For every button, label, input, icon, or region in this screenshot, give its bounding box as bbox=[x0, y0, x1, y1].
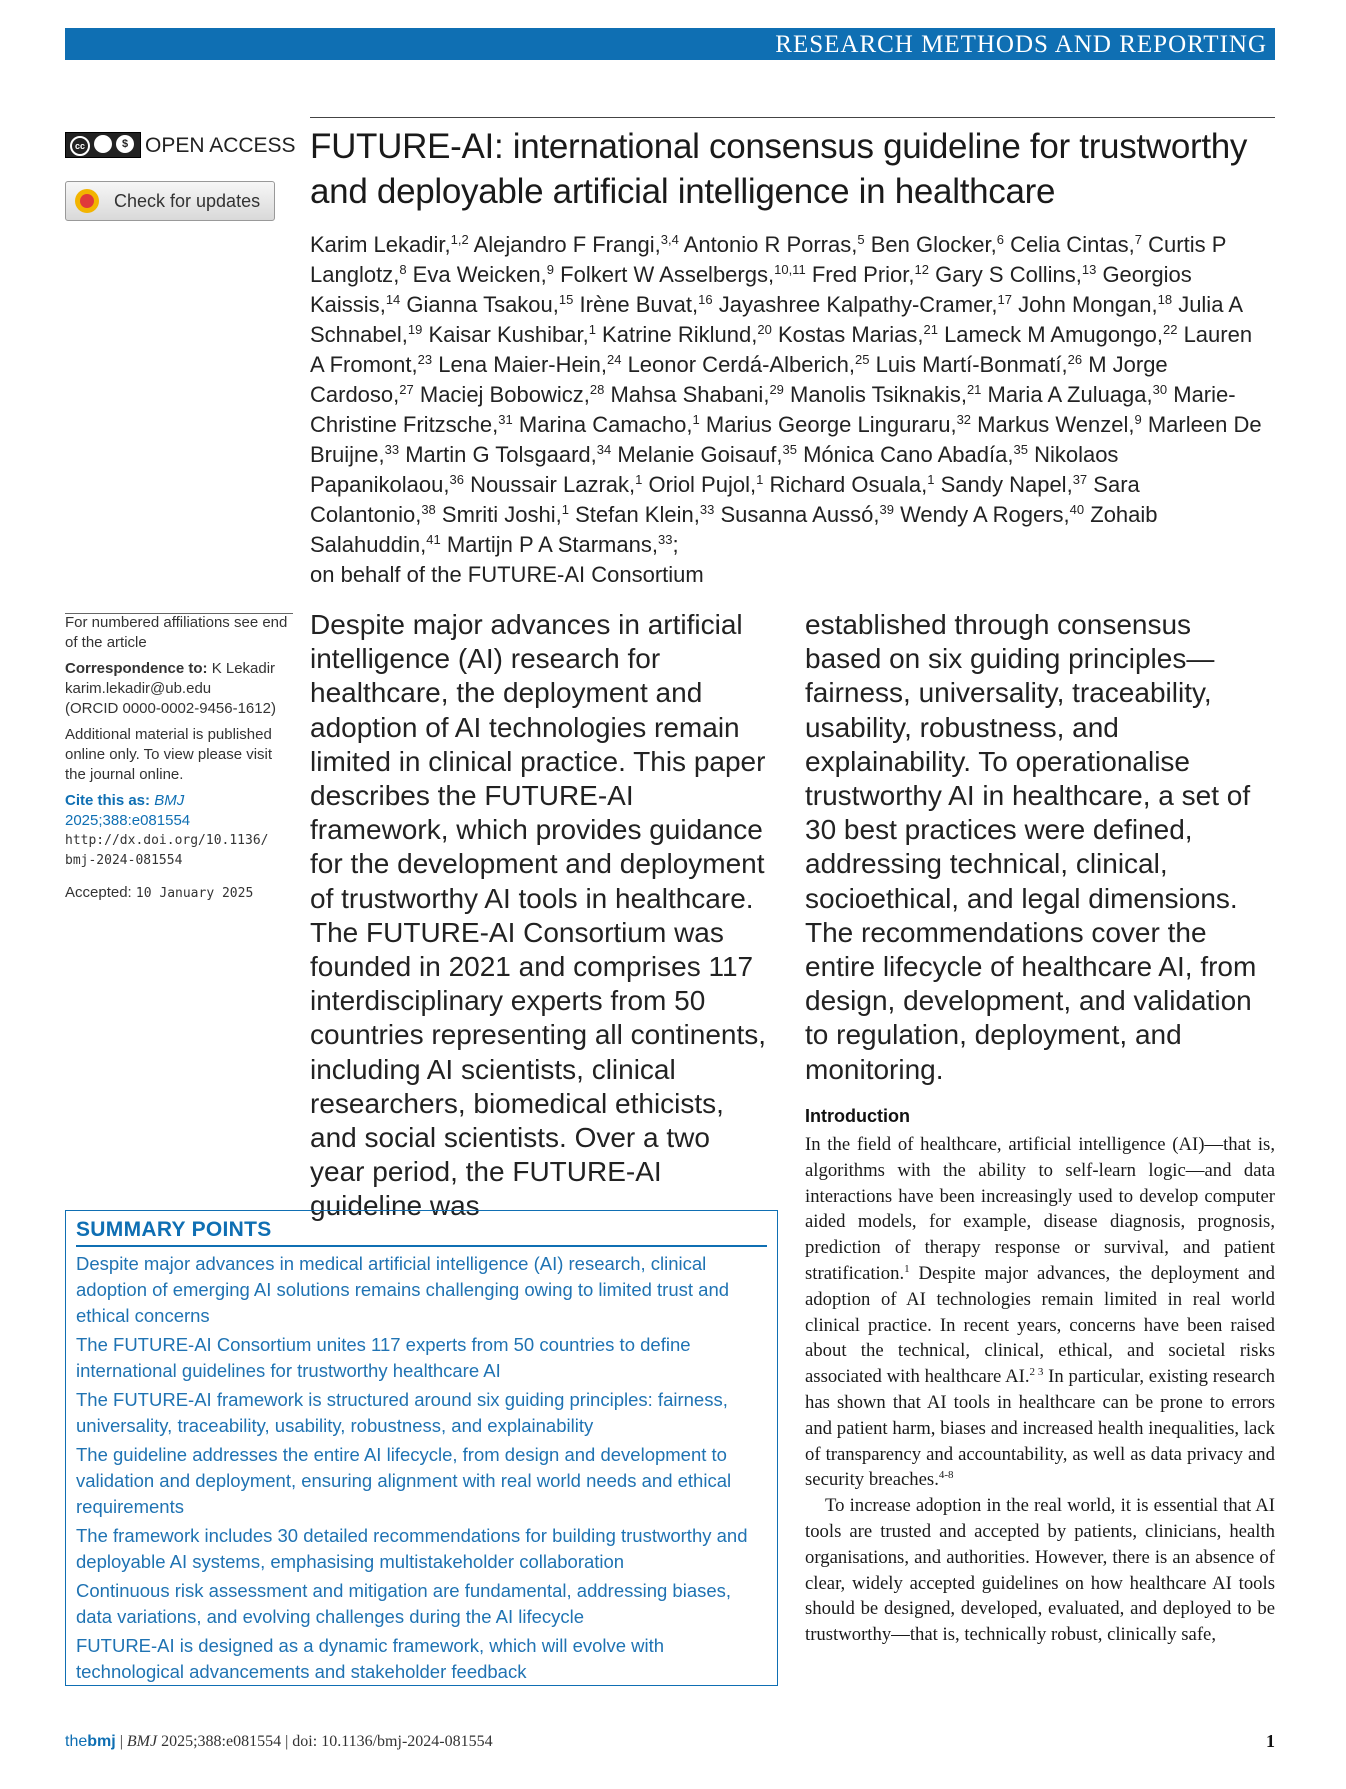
correspondence bbox=[65, 659, 293, 679]
footer-sep: | bbox=[115, 1733, 127, 1750]
author-name: Maria A Zuluaga bbox=[987, 382, 1147, 407]
author-affiliation: 3,4 bbox=[660, 232, 679, 247]
consortium-line: on behalf of the FUTURE-AI Consortium bbox=[310, 562, 704, 587]
author: Maciej Bobowicz,$^{28}$ bbox=[419, 382, 605, 407]
author-name: Jayashree Kalpathy-Cramer bbox=[718, 292, 992, 317]
author-affiliation: 36 bbox=[449, 472, 464, 487]
author-affiliation: 6 bbox=[996, 232, 1004, 247]
author-name: Stefan Klein bbox=[575, 502, 694, 527]
author: Georgios Kaissis,$^{14}$ bbox=[310, 262, 1192, 317]
author-name: Kostas Marias bbox=[777, 322, 918, 347]
author-name: Zohaib Salahuddin bbox=[310, 502, 1158, 557]
author: Karim Lekadir,$^{1,2}$ bbox=[310, 232, 469, 257]
author-affiliation: 16 bbox=[698, 292, 713, 307]
author-affiliation: 24 bbox=[606, 352, 622, 367]
author-name: Folkert W Asselbergs bbox=[560, 262, 768, 287]
author-affiliation: 1,2 bbox=[450, 232, 469, 247]
intro-p1-part-c: In particular, existing research has shown that AI tools in healthcare can be prone to errors and patient harm, biases and increased health inequalities, lack of transparency and accountability, as well as data privacy and security breaches. bbox=[805, 1366, 1276, 1491]
author: Martijn P A Starmans,$^{33}$; bbox=[446, 532, 679, 557]
check-for-updates-button[interactable] bbox=[65, 181, 275, 221]
author-affiliation: 34 bbox=[596, 442, 612, 457]
author-name: Smriti Joshi bbox=[441, 502, 556, 527]
introduction-body bbox=[805, 1132, 1275, 1648]
footer-ref: 2025;388:e081554 | doi: 10.1136/bmj-2024-081554 bbox=[157, 1733, 493, 1750]
author-name: Manolis Tsiknakis bbox=[790, 382, 961, 407]
additional-material-note: Additional material is published online only. To view please visit the journal online. bbox=[65, 726, 273, 783]
author-name: Nikolaos Papanikolaou bbox=[310, 442, 1119, 497]
affiliations-note: For numbered affiliations see end of the article bbox=[65, 614, 288, 651]
author-name: Alejandro F Frangi bbox=[473, 232, 655, 257]
accepted-value: 10 January 2025 bbox=[135, 886, 254, 901]
author-name: Noussair Lazrak bbox=[470, 472, 630, 497]
author-affiliation: 19 bbox=[407, 322, 423, 337]
author-name: Antonio R Porras bbox=[683, 232, 852, 257]
author: Julia A Schnabel,$^{19}$ bbox=[310, 292, 1242, 347]
author: Ben Glocker,$^6$ bbox=[870, 232, 1004, 257]
author-affiliation: 1 bbox=[588, 322, 596, 337]
author-affiliation: 37 bbox=[1072, 472, 1088, 487]
summary-list bbox=[76, 1251, 767, 1685]
author-name: Eva Weicken bbox=[412, 262, 541, 287]
author-affiliation: 1 bbox=[561, 502, 569, 517]
cite-label: Cite this as: bbox=[65, 792, 151, 809]
author-affiliation: 31 bbox=[498, 412, 513, 427]
cc-by-nc-icon: cc $ bbox=[65, 132, 141, 158]
summary-point: Despite major advances in medical artificial intelligence (AI) research, clinical adoption of emerging AI solutions remains challenging owing to limited trust and ethical concerns bbox=[76, 1252, 730, 1326]
intro-p1-part-b: Despite major advances, the deployment and adoption of AI technologies remain limited in real world clinical practice. In recent years, concerns have been raised about the technical, clinical, ethical, and societal risks associated with healthcare AI. bbox=[805, 1262, 1275, 1388]
summary-point: Continuous risk assessment and mitigation are fundamental, addressing biases, data variations, and evolving challenges during the AI lifecycle bbox=[76, 1579, 732, 1627]
author: Manolis Tsiknakis,$^{21}$ bbox=[790, 382, 982, 407]
author-name: Marie-Christine Fritzsche bbox=[310, 382, 1236, 437]
author-affiliation: 35 bbox=[1013, 442, 1028, 457]
author-affiliation: 33 bbox=[384, 442, 400, 457]
author-affiliation: 13 bbox=[1081, 262, 1097, 277]
author-name: Susanna Aussó bbox=[720, 502, 874, 527]
author: Leonor Cerdá-Alberich,$^{25}$ bbox=[627, 352, 870, 377]
check-for-updates-label: Check for updates bbox=[114, 191, 261, 211]
author-affiliation: 38 bbox=[421, 502, 436, 517]
author-name: Fred Prior bbox=[811, 262, 909, 287]
author: Mónica Cano Abadía,$^{35}$ bbox=[803, 442, 1028, 467]
author: Kostas Marias,$^{21}$ bbox=[777, 322, 938, 347]
author: John Mongan,$^{18}$ bbox=[1018, 292, 1173, 317]
author: Eva Weicken,$^9$ bbox=[412, 262, 555, 287]
author: Lauren A Fromont,$^{23}$ bbox=[310, 322, 1253, 377]
author: Sara Colantonio,$^{38}$ bbox=[310, 472, 1140, 527]
author-name: Gianna Tsakou bbox=[406, 292, 553, 317]
author-name: Irène Buvat bbox=[579, 292, 693, 317]
author: Gianna Tsakou,$^{15}$ bbox=[406, 292, 574, 317]
ref-sup[interactable]: 1 bbox=[904, 1262, 910, 1275]
author: Martin G Tolsgaard,$^{34}$ bbox=[405, 442, 612, 467]
author-affiliation: 9 bbox=[1134, 412, 1142, 427]
author-affiliation: 12 bbox=[914, 262, 929, 277]
section-banner bbox=[65, 28, 1275, 60]
author-name: Luis Martí-Bonmatí bbox=[875, 352, 1062, 377]
summary-rule bbox=[76, 1245, 767, 1247]
author-affiliation: 1 bbox=[692, 412, 700, 427]
author: Marleen De Bruijne,$^{33}$ bbox=[310, 412, 1262, 467]
author-name: Melanie Goisauf bbox=[617, 442, 777, 467]
article-sidebar bbox=[65, 613, 293, 910]
author-affiliation: 35 bbox=[782, 442, 797, 457]
author-affiliation: 22 bbox=[1162, 322, 1178, 337]
page-footer bbox=[65, 1733, 493, 1751]
author-name: John Mongan bbox=[1018, 292, 1152, 317]
author: Antonio R Porras,$^5$ bbox=[683, 232, 865, 257]
summary-point: The FUTURE-AI Consortium unites 117 experts from 50 countries to define international guidelines for trustworthy healthcare AI bbox=[76, 1333, 691, 1381]
author: Oriol Pujol,$^1$ bbox=[648, 472, 764, 497]
accepted-label: Accepted: bbox=[65, 884, 132, 901]
doi-link[interactable]: http://dx.doi.org/10.1136/ bmj-2024-081554 bbox=[65, 833, 269, 868]
footer-brand-bmj: bmj bbox=[87, 1733, 116, 1750]
footer-journal: BMJ bbox=[126, 1733, 158, 1750]
crossmark-icon bbox=[75, 189, 99, 213]
correspondence-name: K Lekadir bbox=[211, 660, 276, 677]
author: Melanie Goisauf,$^{35}$ bbox=[617, 442, 797, 467]
author-name: Martijn P A Starmans bbox=[446, 532, 652, 557]
author-name: Marius George Linguraru bbox=[705, 412, 951, 437]
author-name: M Jorge Cardoso bbox=[310, 352, 1168, 407]
author-name: Maciej Bobowicz bbox=[419, 382, 584, 407]
author-name: Curtis P Langlotz bbox=[310, 232, 1226, 287]
author-name: Gary S Collins bbox=[935, 262, 1076, 287]
cite-ref: 2025;388:e081554 bbox=[65, 812, 191, 829]
section-label: RESEARCH METHODS AND REPORTING bbox=[775, 31, 1267, 58]
author: Smriti Joshi,$^1$ bbox=[441, 502, 569, 527]
author-affiliation: 33 bbox=[657, 532, 673, 547]
author-affiliation: 28 bbox=[589, 382, 605, 397]
intro-paragraph-1 bbox=[805, 1132, 1275, 1493]
author: Susanna Aussó,$^{39}$ bbox=[720, 502, 894, 527]
accepted-date bbox=[65, 883, 293, 904]
author: Kaisar Kushibar,$^1$ bbox=[428, 322, 596, 347]
author-affiliation: 23 bbox=[417, 352, 433, 367]
author: Folkert W Asselbergs,$^{10,11}$ bbox=[560, 262, 806, 287]
citation bbox=[65, 791, 293, 831]
author-affiliation: 33 bbox=[699, 502, 715, 517]
author-name: Ben Glocker bbox=[870, 232, 991, 257]
author-affiliation: 39 bbox=[879, 502, 894, 517]
article-title: FUTURE-AI: international consensus guideline for trustworthy and deployable artificial intelligence in healthcare bbox=[310, 127, 1248, 211]
intro-paragraph-2: To increase adoption in the real world, it is essential that AI tools are trusted and accepted by patients, clinicians, health organisations, and authorities. However, there is an absence of clear, widely accepted guidelines on how healthcare AI tools should be designed, developed, evaluated, and deployed to be trustworthy—that is, technically robust, clinically safe, bbox=[805, 1495, 1275, 1646]
author: Stefan Klein,$^{33}$ bbox=[575, 502, 715, 527]
abstract-column-1: Despite major advances in artificial intelligence (AI) research for healthcare, the deployment and adoption of AI technologies remain limited in clinical practice. This paper describes the FUTURE-AI framework, which provides guidance for the development and deployment of trustworthy AI tools in healthcare. The FUTURE-AI Consortium was founded in 2021 and comprises 117 interdisciplinary experts from 50 countries representing all continents, including AI scientists, clinical researchers, biomedical ethicists, and social scientists. Over a two year period, the FUTURE-AI guideline was bbox=[310, 609, 767, 1222]
author-name: Katrine Riklund bbox=[602, 322, 752, 347]
author-name: Georgios Kaissis bbox=[310, 262, 1192, 317]
author-name: Sara Colantonio bbox=[310, 472, 1140, 527]
summary-point: The guideline addresses the entire AI lifecycle, from design and development to validation and deployment, ensuring alignment with real world needs and ethical requirements bbox=[76, 1443, 732, 1517]
author-name: Marleen De Bruijne bbox=[310, 412, 1262, 467]
author: Jayashree Kalpathy-Cramer,$^{17}$ bbox=[718, 292, 1013, 317]
author-affiliation: 1 bbox=[756, 472, 764, 487]
ref-sup[interactable]: 2 3 bbox=[1029, 1366, 1044, 1379]
author-name: Mónica Cano Abadía bbox=[803, 442, 1008, 467]
author: Curtis P Langlotz,$^8$ bbox=[310, 232, 1226, 287]
author-name: Lameck M Amugongo bbox=[944, 322, 1157, 347]
author: Sandy Napel,$^{37}$ bbox=[940, 472, 1088, 497]
summary-point: The FUTURE-AI framework is structured around six guiding principles: fairness, universality, traceability, usability, robustness, and explainability bbox=[76, 1388, 728, 1436]
author-name: Marina Camacho bbox=[518, 412, 687, 437]
author-affiliation: 8 bbox=[399, 262, 407, 277]
author-affiliation: 18 bbox=[1157, 292, 1173, 307]
orcid[interactable]: (ORCID 0000-0002-9456-1612) bbox=[65, 700, 276, 717]
author-affiliation: 29 bbox=[769, 382, 784, 397]
title-rule bbox=[310, 117, 1275, 118]
correspondence-email[interactable]: karim.lekadir@ub.edu bbox=[65, 680, 212, 697]
author-affiliation: 27 bbox=[399, 382, 414, 397]
author-affiliation: 21 bbox=[923, 322, 938, 337]
summary-points-box bbox=[65, 1210, 778, 1686]
footer-brand-the: the bbox=[65, 1733, 88, 1750]
author: Luis Martí-Bonmatí,$^{26}$ bbox=[875, 352, 1083, 377]
author-affiliation: 40 bbox=[1069, 502, 1085, 517]
author-affiliation: 7 bbox=[1134, 232, 1143, 247]
author: Katrine Riklund,$^{20}$ bbox=[602, 322, 772, 347]
author: Nikolaos Papanikolaou,$^{36}$ bbox=[310, 442, 1119, 497]
author: Lameck M Amugongo,$^{22}$ bbox=[944, 322, 1178, 347]
author: Marie-Christine Fritzsche,$^{31}$ bbox=[310, 382, 1236, 437]
author-name: Lena Maier-Hein bbox=[438, 352, 601, 377]
author: Richard Osuala,$^1$ bbox=[769, 472, 935, 497]
author: Marius George Linguraru,$^{32}$ bbox=[705, 412, 972, 437]
author-name: Julia A Schnabel bbox=[310, 292, 1242, 347]
author-name: Oriol Pujol bbox=[648, 472, 750, 497]
author-affiliation: 32 bbox=[956, 412, 972, 427]
author-affiliation: 26 bbox=[1067, 352, 1083, 367]
author-affiliation: 20 bbox=[757, 322, 772, 337]
author-list bbox=[310, 230, 1270, 590]
author: Alejandro F Frangi,$^{3,4}$ bbox=[473, 232, 679, 257]
author-affiliation: 1 bbox=[635, 472, 643, 487]
cite-journal: BMJ bbox=[154, 792, 185, 809]
author: Lena Maier-Hein,$^{24}$ bbox=[438, 352, 622, 377]
author-name: Lauren A Fromont bbox=[310, 322, 1253, 377]
author: Mahsa Shabani,$^{29}$ bbox=[610, 382, 784, 407]
correspondence-label: Correspondence to: bbox=[65, 660, 208, 677]
author: Maria A Zuluaga,$^{30}$ bbox=[987, 382, 1168, 407]
author-affiliation: 5 bbox=[857, 232, 865, 247]
author: Wendy A Rogers,$^{40}$ bbox=[900, 502, 1085, 527]
abstract-column-2: established through consensus based on six guiding principles—fairness, universality, traceability, usability, robustness, and explainability. To operationalise trustworthy AI in healthcare, a set of 30 best practices were defined, addressing technical, clinical, socioethical, and legal dimensions. The recommendations cover the entire lifecycle of healthcare AI, from design, development, and validation to regulation, deployment, and monitoring. bbox=[805, 609, 1257, 1085]
author: Gary S Collins,$^{13}$ bbox=[935, 262, 1097, 287]
author-affiliation: 17 bbox=[997, 292, 1013, 307]
author-affiliation: 30 bbox=[1152, 382, 1168, 397]
open-access-block bbox=[65, 132, 305, 160]
author-affiliation: 41 bbox=[426, 532, 441, 547]
author: Celia Cintas,$^7$ bbox=[1010, 232, 1143, 257]
author-affiliation: 1 bbox=[927, 472, 935, 487]
author: Zohaib Salahuddin,$^{41}$ bbox=[310, 502, 1158, 557]
author-affiliation: 15 bbox=[558, 292, 574, 307]
author-name: Sandy Napel bbox=[940, 472, 1067, 497]
ref-sup[interactable]: 4-8 bbox=[938, 1469, 954, 1482]
author-affiliation: 10,11 bbox=[774, 262, 806, 277]
intro-p1-part-a: In the field of healthcare, artificial intelligence (AI)—that is, algorithms with the ability to self-learn logic—and data interactions have been increasingly used to develop computer aided models, for example, disease diagnosis, prognosis, prediction of therapy response or survival, and patient stratification. bbox=[805, 1134, 1275, 1284]
author: M Jorge Cardoso,$^{27}$ bbox=[310, 352, 1168, 407]
introduction-heading: Introduction bbox=[805, 1106, 910, 1126]
author: Fred Prior,$^{12}$ bbox=[811, 262, 929, 287]
author-affiliation: 14 bbox=[385, 292, 401, 307]
summary-title: SUMMARY POINTS bbox=[76, 1218, 272, 1241]
summary-point: FUTURE-AI is designed as a dynamic framework, which will evolve with technological advancements and stakeholder feedback bbox=[76, 1634, 665, 1682]
author-name: Kaisar Kushibar bbox=[428, 322, 583, 347]
author-name: Celia Cintas bbox=[1010, 232, 1129, 257]
author-name: Leonor Cerdá-Alberich bbox=[627, 352, 849, 377]
author-name: Markus Wenzel bbox=[977, 412, 1129, 437]
author-name: Wendy A Rogers bbox=[900, 502, 1064, 527]
author: Marina Camacho,$^1$ bbox=[518, 412, 700, 437]
author: Noussair Lazrak,$^1$ bbox=[470, 472, 643, 497]
summary-point: The framework includes 30 detailed recommendations for building trustworthy and deployable AI systems, emphasising multistakeholder collaboration bbox=[76, 1524, 748, 1572]
author-affiliation: 21 bbox=[966, 382, 982, 397]
author: Markus Wenzel,$^9$ bbox=[977, 412, 1142, 437]
author-affiliation: 25 bbox=[855, 352, 870, 367]
author-name: Richard Osuala bbox=[769, 472, 922, 497]
page-number: 1 bbox=[1266, 1731, 1275, 1751]
open-access-label: OPEN ACCESS bbox=[145, 134, 296, 157]
author-name: Martin G Tolsgaard bbox=[405, 442, 591, 467]
author-affiliation: 9 bbox=[546, 262, 555, 277]
author: Irène Buvat,$^{16}$ bbox=[579, 292, 713, 317]
author-name: Mahsa Shabani bbox=[610, 382, 764, 407]
author-name: Karim Lekadir bbox=[310, 232, 445, 257]
